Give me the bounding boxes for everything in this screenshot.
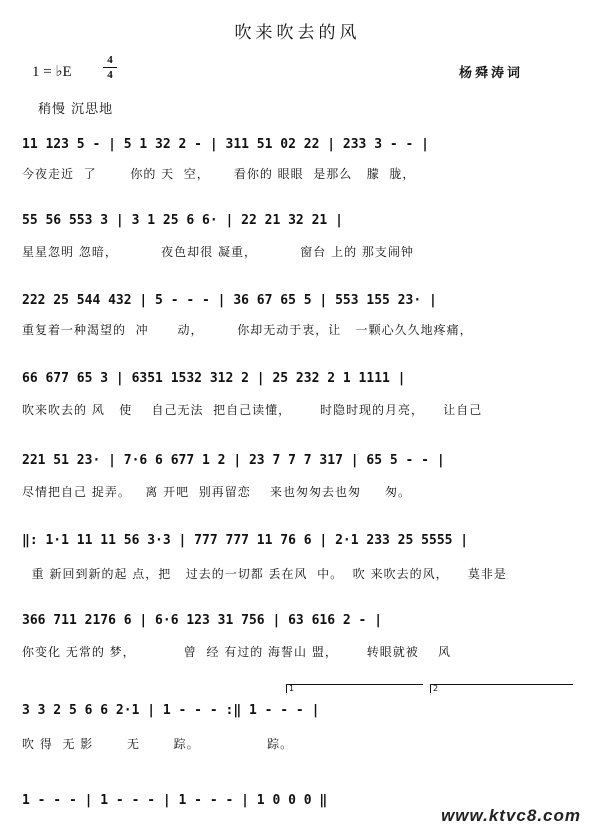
lyrics-line-2: 星星忽明 忽暗， 夜色却很 凝重， 窗台 上的 那支闹钟	[22, 245, 414, 259]
lyrics-line-8: 吹 得 无 影 无 踪。 踪。	[22, 737, 294, 751]
lyrics-line-1: 今夜走近 了 你的 天 空， 看你的 眼眼 是那么 朦 胧，	[22, 167, 416, 181]
second-ending-bracket	[430, 684, 573, 693]
time-signature	[103, 54, 117, 81]
lyrics-line-6: 重 新回到新的起 点，把 过去的一切都 丢在风 中。 吹 来吹去的风， 莫非是	[22, 567, 507, 581]
lyrics-line-5: 尽情把自己 捉弄。 离 开吧 别再留恋 来也匆匆去也匆 匆。	[22, 485, 412, 499]
notation-line-8: 3 3 2 5 6 6 2·1 | 1 - - - :‖ 1 - - - |	[22, 703, 320, 718]
tempo-marking: 稍慢 沉思地	[38, 102, 114, 117]
song-title: 吹来吹去的风	[234, 23, 361, 43]
notation-line-3: 222 25 544 432 | 5 - - - | 36 67 65 5 | 553 155 23· |	[22, 293, 437, 308]
notation-line-6: ‖: 1·1 11 11 56 3·3 | 777 777 11 76 6 | 2·1 233 25 5555 |	[22, 533, 469, 548]
notation-line-4: 66 677 65 3 | 6351 1532 312 2 | 25 232 2 1 1111 |	[22, 371, 406, 386]
lyrics-line-3: 重复着一种渴望的 冲 动， 你却无动于衷，让 一颗心久久地疼痛，	[22, 323, 473, 337]
notation-line-7: 366 711 2176 6 | 6·6 123 31 756 | 63 616 2 - |	[22, 613, 383, 628]
notation-line-5: 221 51 23· | 7·6 6 677 1 2 | 23 7 7 7 317 | 65 5 - - |	[22, 453, 445, 468]
lyrics-line-4: 吹来吹去的 风 使 自己无法 把自己读懂， 时隐时现的月亮， 让自己	[22, 403, 483, 417]
notation-line-2: 55 56 553 3 | 3 1 25 6 6· | 22 21 32 21 |	[22, 213, 343, 228]
time-signature-top: 4	[107, 54, 113, 66]
first-ending-bracket	[286, 684, 423, 693]
notation-line-1: 11 123 5 - | 5 1 32 2 - | 311 51 02 22 | 233 3 - - |	[22, 137, 429, 152]
first-ending-number: 1	[289, 684, 295, 693]
lyricist-credit: 杨舜涛词	[459, 66, 524, 81]
site-watermark: www.ktvc8.com	[441, 806, 581, 825]
second-ending-number: 2	[433, 684, 439, 693]
lyrics-line-7: 你变化 无常的 梦， 曾 经 有过的 海誓山 盟， 转眼就被 风	[22, 645, 451, 659]
time-signature-bottom: 4	[107, 69, 113, 81]
key-signature: 1 = ♭E	[32, 64, 72, 80]
notation-line-9: 1 - - - | 1 - - - | 1 - - - | 1 0 0 0 ‖	[22, 793, 328, 808]
